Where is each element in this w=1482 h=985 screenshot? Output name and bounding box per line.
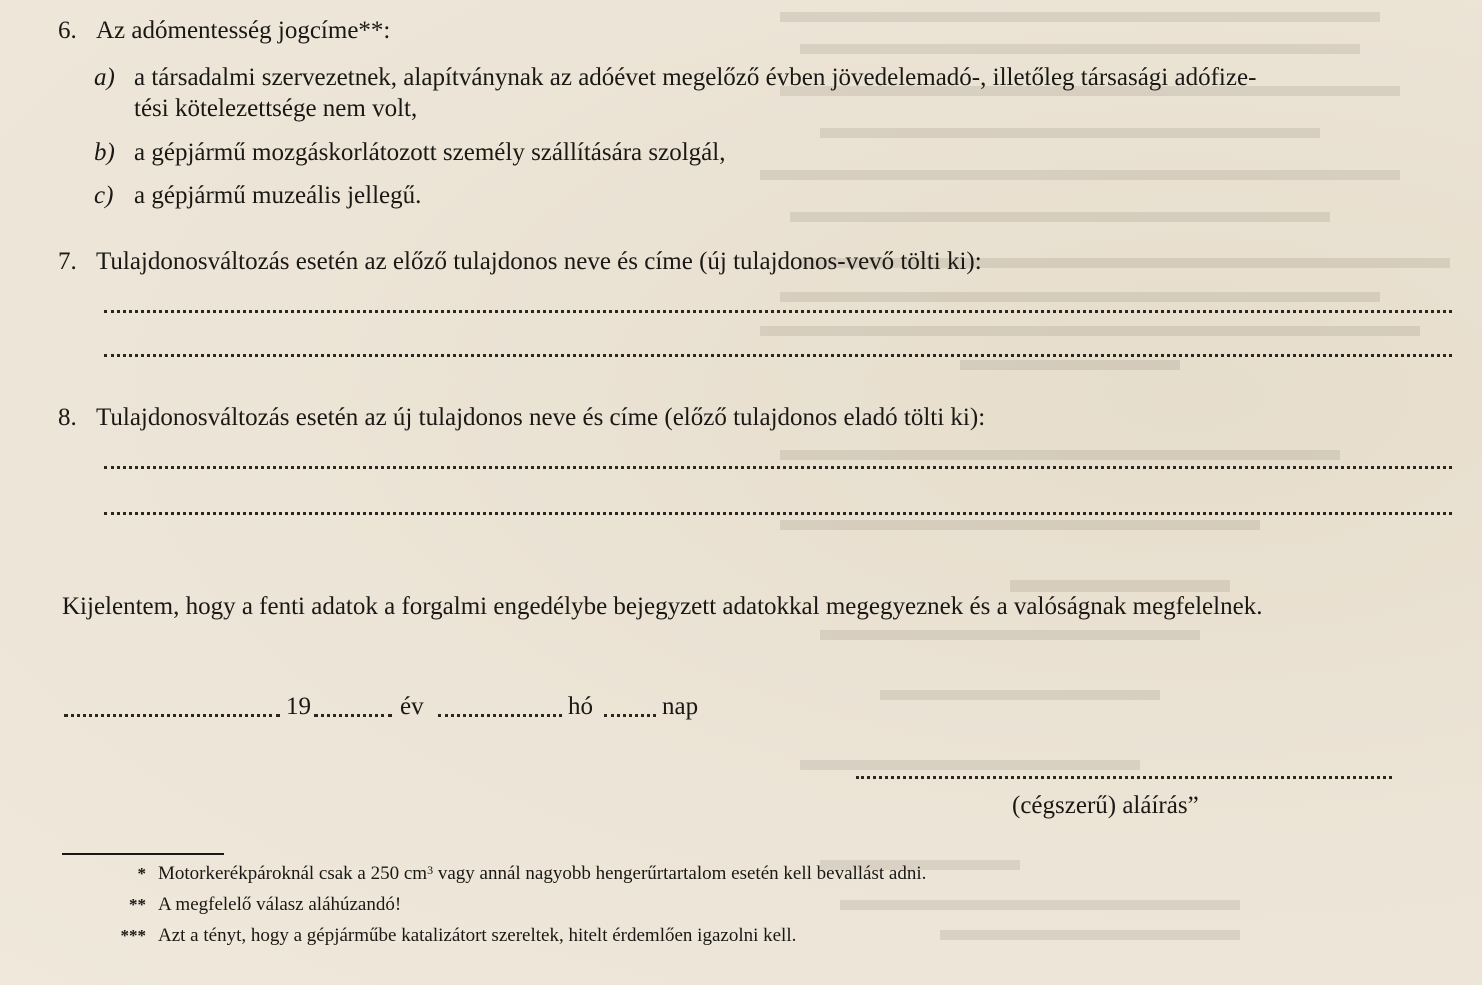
date-month-label: hó: [568, 693, 593, 720]
footnote-rule: [62, 853, 224, 855]
declaration-text: Kijelentem, hogy a fenti adatok a forgalmi engedélybe bejegyzett adatokkal megegyeznek és a valóságnak megfelelnek.: [62, 593, 1263, 620]
footnote-2-mark: **: [129, 895, 146, 914]
item7-title: Tulajdonosváltozás esetén az előző tulajdonos neve és címe (új tulajdonos-vevő tölti ki):: [96, 248, 982, 275]
item7-fill-line-1[interactable]: [104, 310, 1452, 313]
date-day-label: nap: [662, 693, 699, 720]
footnote-1-text-before: Motorkerékpároknál csak a 250 cm: [158, 863, 428, 884]
date-place-blank[interactable]: [64, 714, 280, 717]
item6-title: Az adómentesség jogcíme**:: [96, 17, 391, 44]
date-day-blank[interactable]: [604, 714, 656, 717]
item8-fill-line-1[interactable]: [104, 466, 1452, 469]
footnote-1-superscript: 3: [427, 863, 434, 877]
date-year-blank[interactable]: [314, 714, 392, 717]
item8-fill-line-2[interactable]: [104, 512, 1452, 515]
item6-option-b-text: a gépjármű mozgáskorlátozott személy szállítására szolgál,: [134, 139, 726, 166]
footnote-1-mark: *: [137, 864, 146, 883]
item7-fill-line-2[interactable]: [104, 354, 1452, 357]
bleed-through-texture: [760, 0, 1480, 985]
item6-option-a-line2: tési kötelezettsége nem volt,: [134, 95, 418, 122]
footnote-3-text: Azt a tényt, hogy a gépjárműbe katalizátort szereltek, hitelt érdemlően igazolni kell.: [158, 925, 797, 946]
date-year-prefix: 19: [286, 693, 311, 720]
item6-option-a-line1: a társadalmi szervezetnek, alapítványnak az adóévet megelőző évben jövedelemadó-, illetőleg társasági adófize-: [134, 64, 1257, 91]
signature-label: (cégszerű) aláírás”: [1012, 792, 1199, 819]
item6-option-b-letter: b): [94, 139, 115, 166]
item8-title: Tulajdonosváltozás esetén az új tulajdonos neve és címe (előző tulajdonos eladó tölti ki):: [96, 404, 986, 431]
date-year-label: év: [400, 693, 424, 720]
footnote-1-text: [158, 862, 926, 886]
item8-number: 8.: [58, 404, 77, 431]
item6-number: 6.: [58, 17, 77, 44]
item6-option-a-letter: a): [94, 64, 115, 91]
item6-option-c-letter: c): [94, 182, 114, 209]
signature-blank[interactable]: [856, 776, 1392, 779]
footnote-2-text: A megfelelő válasz aláhúzandó!: [158, 894, 402, 915]
date-month-blank[interactable]: [438, 714, 562, 717]
item7-number: 7.: [58, 248, 77, 275]
footnote-1-text-after: vagy annál nagyobb hengerűrtartalom esetén kell bevallást adni.: [433, 863, 927, 884]
item6-option-c-text: a gépjármű muzeális jellegű.: [134, 182, 422, 209]
footnote-3-mark: ***: [120, 926, 146, 945]
